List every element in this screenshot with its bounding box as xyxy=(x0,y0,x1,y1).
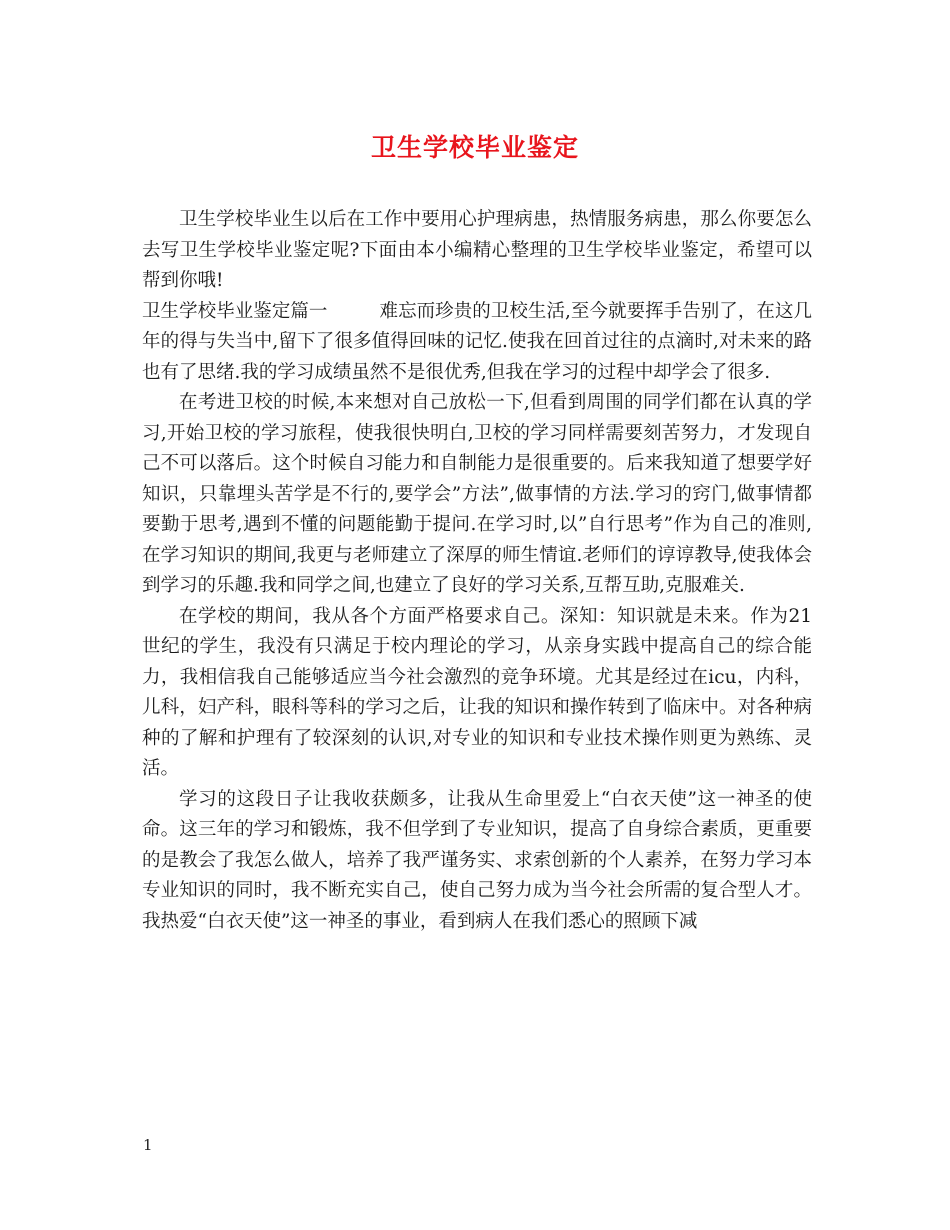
document-title: 卫生学校毕业鉴定 xyxy=(370,133,579,162)
intro-paragraph: 卫生学校毕业生以后在工作中要用心护理病患，热情服务病患，那么你要怎么去写卫生学校毕业鉴定呢?下面由本小编精心整理的卫生学校毕业鉴定，希望可以帮到你哦! xyxy=(142,209,812,291)
section-label: 卫生学校毕业鉴定篇一 xyxy=(142,300,328,322)
document-body xyxy=(142,205,812,937)
body-paragraph: 学习的这段日子让我收获颇多，让我从生命里爱上“白衣天使”这一神圣的使命。这三年的学习和锻炼，我不但学到了专业知识，提高了自身综合素质，更重要的是教会了我怎么做人，培养了我严谨务实、求索创新的个人素养，在努力学习本专业知识的同时，我不断充实自己，使自己努力成为当今社会所需的复合型人才。我热爱“白衣天使”这一神圣的事业，看到病人在我们悉心的照顾下减 xyxy=(142,788,812,932)
body-paragraph: 在学校的期间，我从各个方面严格要求自己。深知：知识就是未来。作为21世纪的学生，我没有只满足于校内理论的学习，从亲身实践中提高自己的综合能力，我相信我自己能够适应当今社会激烈的竞争环境。尤其是经过在icu，内科，儿科，妇产科，眼科等科的学习之后，让我的知识和操作转到了临床中。对各种病种的了解和护理有了较深刻的认识,对专业的知识和专业技术操作则更为熟练、灵活。 xyxy=(142,605,812,779)
page-number: 1 xyxy=(143,1136,153,1154)
section-first-text: 难忘而珍贵的卫校生活,至今就要挥手告别了，在这几年的得与失当中,留下了很多值得回味的记忆.使我在回首过往的点滴时,对未来的路也有了思绪.我的学习成绩虽然不是很优秀,但我在学习的过程中却学会了很多. xyxy=(142,300,812,383)
body-paragraph: 在考进卫校的时候,本来想对自己放松一下,但看到周围的同学们都在认真的学习,开始卫校的学习旅程，使我很快明白,卫校的学习同样需要刻苦努力，才发现自己不可以落后。这个时候自习能力和自制能力是很重要的。后来我知道了想要学好知识，只靠埋头苦学是不行的,要学会”方法”,做事情的方法.学习的窍门,做事情都要勤于思考,遇到不懂的问题能勤于提问.在学习时,以”自行思考”作为自己的准则,在学习知识的期间,我更与老师建立了深厚的师生情谊.老师们的谆谆教导,使我体会到学习的乐趣.我和同学之间,也建立了良好的学习关系,互帮互助,克服难关. xyxy=(142,392,812,596)
section-paragraph xyxy=(142,297,812,389)
